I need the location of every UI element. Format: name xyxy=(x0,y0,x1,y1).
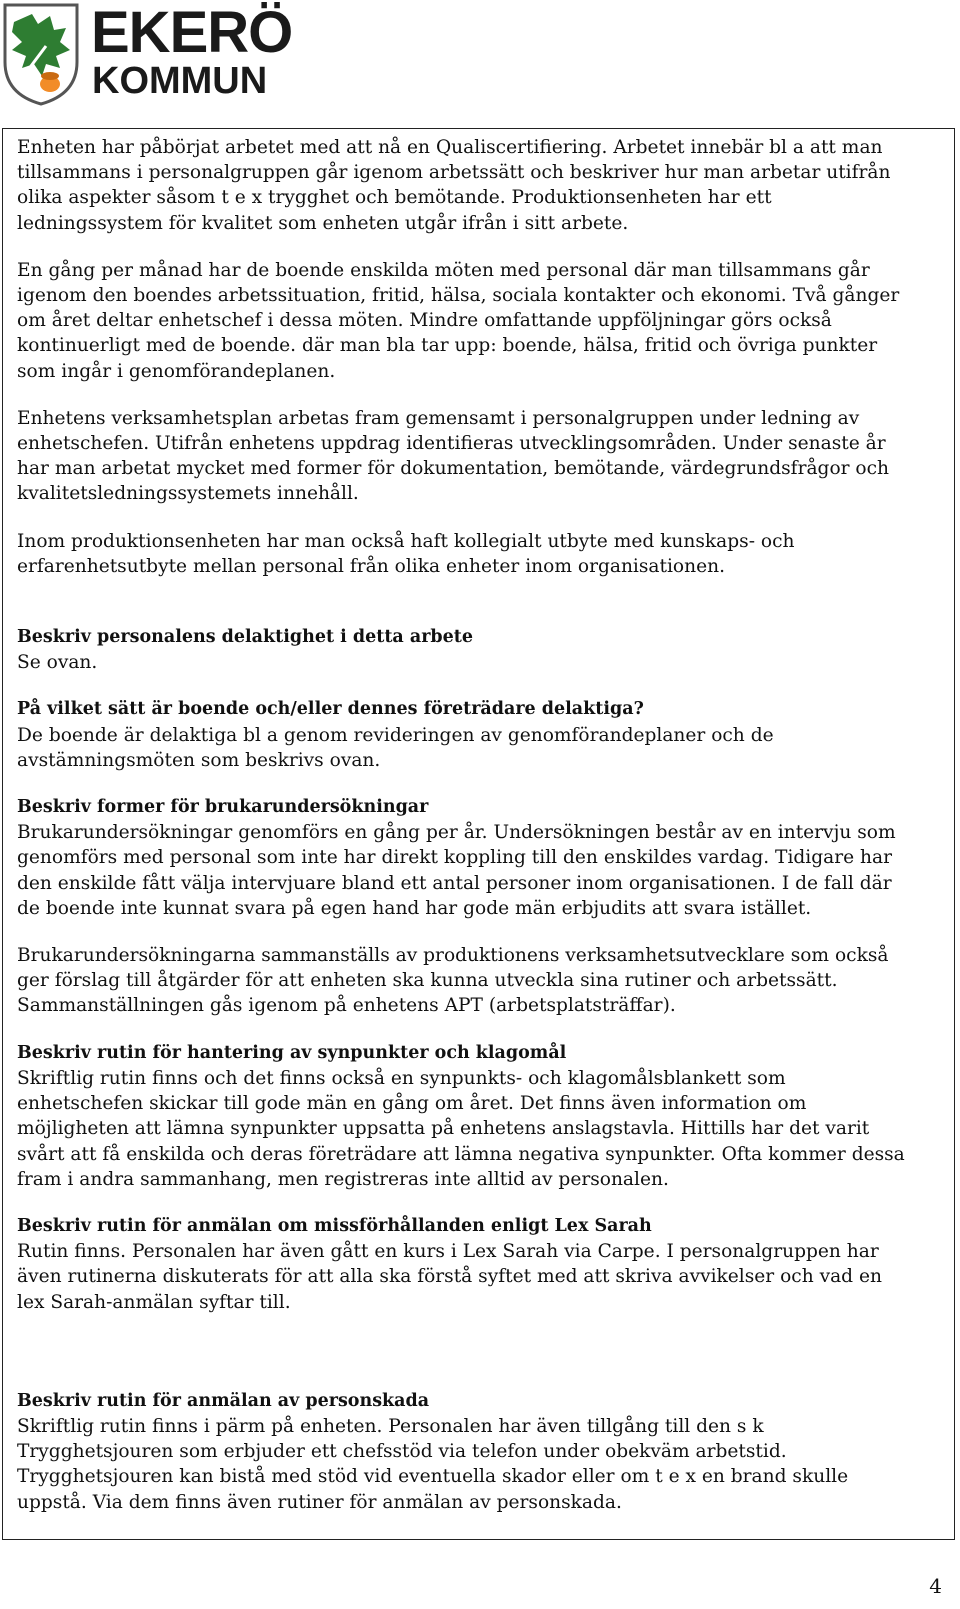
text-line: erfarenhetsutbyte mellan personal från olika enheter inom organisationen. xyxy=(17,555,725,577)
text-line: igenom den boendes arbetssituation, fritid, hälsa, sociala kontakter och ekonomi. Två gånger xyxy=(17,285,900,307)
paragraph-kollegialt-utbyte xyxy=(17,529,940,579)
logo-text-ekero: EKERÖ xyxy=(91,0,293,65)
text-line: Enheten har påbörjat arbetet med att nå en Qualiscertifiering. Arbetet innebär bl a att man xyxy=(17,137,883,158)
text-line: möjligheten att lämna synpunkter uppsatta på enhetens anslagstavla. Hittills har det varit xyxy=(17,1118,870,1140)
answer-brukarundersokningar-sammanstallning xyxy=(17,943,940,1019)
text-line: Se ovan. xyxy=(17,652,98,674)
spacer xyxy=(17,675,940,697)
section-heading-personskada: Beskriv rutin för anmälan av personskada xyxy=(17,1390,430,1411)
paragraph-qualis xyxy=(17,135,940,236)
text-line: Rutin finns. Personalen har även gått en kurs i Lex Sarah via Carpe. I personalgruppen har xyxy=(17,1241,879,1263)
text-line: Inom produktionsenheten har man också haft kollegialt utbyte med kunskaps- och xyxy=(17,530,795,552)
text-line: enhetschefen skickar till gode män en gång om året. Det finns även information om xyxy=(17,1093,807,1115)
paragraph-verksamhetsplan xyxy=(17,406,940,507)
spacer xyxy=(17,236,940,258)
spacer xyxy=(17,579,940,625)
text-line: Skriftlig rutin finns i pärm på enheten. Personalen har även tillgång till den s k xyxy=(17,1415,764,1437)
spacer xyxy=(17,1192,940,1214)
spacer xyxy=(17,1315,940,1389)
answer-personskada xyxy=(17,1414,940,1515)
paragraph-meetings xyxy=(17,258,940,384)
section-heading-brukarundersokningar: Beskriv former för brukarundersökningar xyxy=(17,797,429,818)
text-line: kontinuerligt med de boende. där man bla tar upp: boende, hälsa, fritid och övriga punkter xyxy=(17,335,878,357)
answer-personal-delaktighet xyxy=(17,650,940,675)
section-heading-lex-sarah: Beskriv rutin för anmälan om missförhållanden enligt Lex Sarah xyxy=(17,1215,652,1236)
text-line: som ingår i genomförandeplanen. xyxy=(17,360,336,382)
text-line: En gång per månad har de boende enskilda möten med personal där man tillsammans går xyxy=(17,259,870,281)
text-line: ger förslag till åtgärder för att enheten ska kunna utveckla sina rutiner och arbetssätt. xyxy=(17,970,838,992)
page-number: 4 xyxy=(929,1574,942,1598)
text-line: Brukarundersökningar genomförs en gång per år. Undersökningen består av en intervju som xyxy=(17,822,896,844)
text-line: Brukarundersökningarna sammanställs av produktionens verksamhetsutvecklare som också xyxy=(17,945,889,967)
section-heading-boende-delaktiga: På vilket sätt är boende och/eller dennes företrädare delaktiga? xyxy=(17,699,644,720)
text-line: Skriftlig rutin finns och det finns också en synpunkts- och klagomålsblankett som xyxy=(17,1067,786,1089)
page-header xyxy=(0,0,300,112)
answer-lex-sarah xyxy=(17,1239,940,1315)
section-heading-synpunkter-klagomal: Beskriv rutin för hantering av synpunkter och klagomål xyxy=(17,1042,567,1063)
text-line: Trygghetsjouren kan bistå med stöd vid eventuella skador eller om t e x en brand skulle xyxy=(17,1466,849,1488)
text-line: den enskilde fått välja intervjuare bland ett antal personer inom organisationen. I de fall där xyxy=(17,872,892,894)
spacer xyxy=(17,384,940,406)
answer-synpunkter-klagomal xyxy=(17,1066,940,1192)
text-line: svårt att få enskilda och deras företrädare att lämna negativa synpunkter. Ofta kommer dessa xyxy=(17,1143,905,1165)
text-line: avstämningsmöten som beskrivs ovan. xyxy=(17,749,381,771)
text-line: tillsammans i personalgruppen går igenom arbetssätt och beskriver hur man arbetar utifrån xyxy=(17,162,891,184)
text-line: Sammanställningen gås igenom på enhetens APT (arbetsplatsträffar). xyxy=(17,995,676,1017)
text-line: har man arbetat mycket med former för dokumentation, bemötande, värdegrundsfrågor och xyxy=(17,458,890,480)
section-heading-personal-delaktighet: Beskriv personalens delaktighet i detta arbete xyxy=(17,627,473,648)
text-line: lex Sarah-anmälan syftar till. xyxy=(17,1291,291,1313)
text-line: enhetschefen. Utifrån enhetens uppdrag identifieras utvecklingsområden. Under senaste år xyxy=(17,433,886,455)
text-line: fram i andra sammanhang, men registreras inte alltid av personalen. xyxy=(17,1168,669,1190)
text-line: även rutinerna diskuterats för att alla ska förstå syftet med att skriva avvikelser och vad en xyxy=(17,1266,882,1288)
text-line: Trygghetsjouren som erbjuder ett chefsstöd via telefon under obekväm arbetstid. xyxy=(17,1441,787,1463)
answer-brukarundersokningar xyxy=(17,820,940,921)
text-line: om året deltar enhetschef i dessa möten. Mindre omfattande uppföljningar görs också xyxy=(17,310,832,332)
content-box xyxy=(2,128,955,1540)
text-line: ledningssystem för kvalitet som enheten utgår ifrån i sitt arbete. xyxy=(17,212,629,234)
logo-text-kommun: KOMMUN xyxy=(92,60,268,102)
spacer xyxy=(17,1019,940,1041)
text-line: uppstå. Via dem finns även rutiner för anmälan av personskada. xyxy=(17,1491,622,1513)
text-line: olika aspekter såsom t e x trygghet och bemötande. Produktionsenheten har ett xyxy=(17,187,772,209)
text-line: De boende är delaktiga bl a genom revideringen av genomförandeplaner och de xyxy=(17,724,774,746)
text-line: genomförs med personal som inte har direkt koppling till den enskildes vardag. Tidigare har xyxy=(17,847,892,869)
text-line: kvalitetsledningssystemets innehåll. xyxy=(17,483,359,505)
spacer xyxy=(17,507,940,529)
spacer xyxy=(17,773,940,795)
answer-boende-delaktiga xyxy=(17,723,940,773)
oak-leaf-shield-icon xyxy=(2,2,80,106)
text-line: de boende inte kunnat svara på egen hand har gode män erbjudits att svara istället. xyxy=(17,897,812,919)
text-line: Enhetens verksamhetsplan arbetas fram gemensamt i personalgruppen under ledning av xyxy=(17,407,860,429)
spacer xyxy=(17,921,940,943)
